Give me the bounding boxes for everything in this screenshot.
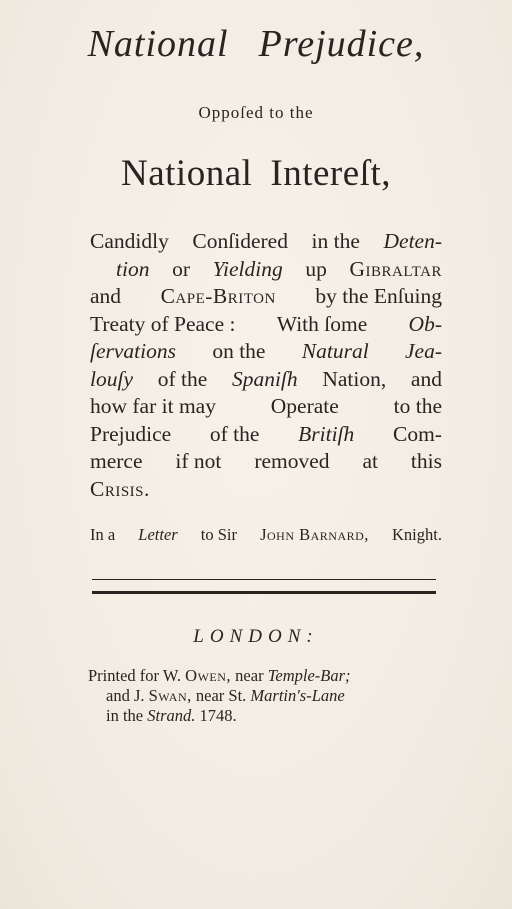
body-word: Natural	[301, 339, 369, 363]
imprint-line	[88, 666, 448, 686]
body-word: Deten-	[383, 229, 442, 253]
divider-thick	[92, 591, 436, 594]
body-word: Ob-	[408, 311, 442, 336]
imprint-word: Strand.	[147, 706, 196, 725]
body-word: removed	[254, 449, 330, 473]
body-line	[90, 338, 442, 366]
body-word: Spaniſh	[231, 366, 298, 391]
body-word: Gibraltar	[349, 256, 442, 281]
imprint-word: 1748.	[199, 706, 237, 725]
body-word: merce	[90, 449, 143, 473]
body-word: Com-	[392, 421, 442, 446]
body-word: up	[305, 256, 327, 281]
imprint-line	[88, 706, 448, 726]
imprint-word: Martin's-Lane	[250, 686, 345, 705]
body-line	[90, 311, 442, 339]
body-word: if not	[175, 449, 222, 473]
body-word: Britiſh	[298, 421, 355, 446]
letter-word: In a	[90, 525, 116, 544]
main-title-word-1: National	[87, 23, 229, 65]
body-word: Cape-Briton	[160, 284, 276, 308]
imprint-word: Temple-Bar;	[267, 666, 351, 685]
body-word: ſervations	[90, 339, 176, 363]
body-word: Conſidered	[192, 229, 288, 253]
letter-word: to Sir	[200, 525, 237, 544]
imprint-word: Printed for W.	[88, 666, 182, 685]
body-word: how far it may	[90, 394, 216, 418]
imprint-word: and J.	[106, 686, 145, 705]
body-word: With ſome	[276, 311, 368, 336]
body-line	[90, 448, 442, 476]
body-word: and	[410, 366, 442, 391]
body-word: Candidly	[90, 229, 169, 253]
body-word: of the	[157, 366, 208, 391]
imprint-word: Swan,	[148, 686, 192, 705]
second-title-word-1: National	[121, 153, 253, 194]
imprint-word: near St.	[195, 686, 247, 705]
second-title	[0, 152, 512, 195]
divider-thin	[92, 579, 436, 580]
main-title-word-2: Prejudice,	[258, 23, 425, 65]
body-line	[90, 283, 442, 311]
body-word: Yielding	[212, 256, 283, 281]
body-line	[90, 476, 442, 504]
body-word: or	[172, 256, 191, 281]
body-line	[90, 393, 442, 421]
letter-dedication	[90, 525, 442, 545]
imprint-word: in the	[106, 706, 144, 725]
body-word: Nation,	[322, 366, 387, 391]
body-word: Crisis.	[90, 476, 150, 501]
body-word: at	[362, 449, 378, 473]
body-word: by the Enſuing	[315, 284, 442, 308]
letter-word: Knight.	[392, 525, 442, 544]
body-line	[90, 228, 442, 256]
body-line	[90, 421, 442, 449]
imprint-word: Owen,	[185, 666, 232, 685]
letter-word: John Barnard,	[260, 525, 369, 544]
body-word: Treaty of Peace :	[90, 311, 236, 336]
main-title	[0, 22, 512, 66]
body-word: on the	[212, 339, 266, 363]
body-word: Prejudice	[90, 421, 172, 446]
body-line	[90, 366, 442, 394]
letter-word: Letter	[138, 525, 178, 544]
body-line	[90, 256, 442, 284]
second-title-word-2: Intereſt,	[270, 153, 391, 194]
imprint	[88, 666, 448, 726]
body-word: to the	[393, 394, 442, 418]
place-of-publication: LONDON:	[193, 626, 319, 647]
subtitle-opposed: Oppoſed to the	[198, 103, 314, 122]
body-word: and	[90, 284, 122, 308]
body-word: of the	[209, 421, 260, 446]
body-word: Jea-	[405, 339, 442, 363]
body-word: Operate	[270, 394, 339, 418]
body-word: tion	[116, 256, 150, 281]
body-word: in the	[311, 229, 360, 253]
body-word: this	[410, 449, 442, 473]
imprint-line	[88, 686, 448, 706]
imprint-word: near	[235, 666, 264, 685]
body-word: louſy	[90, 366, 133, 391]
description-paragraph	[90, 228, 442, 503]
